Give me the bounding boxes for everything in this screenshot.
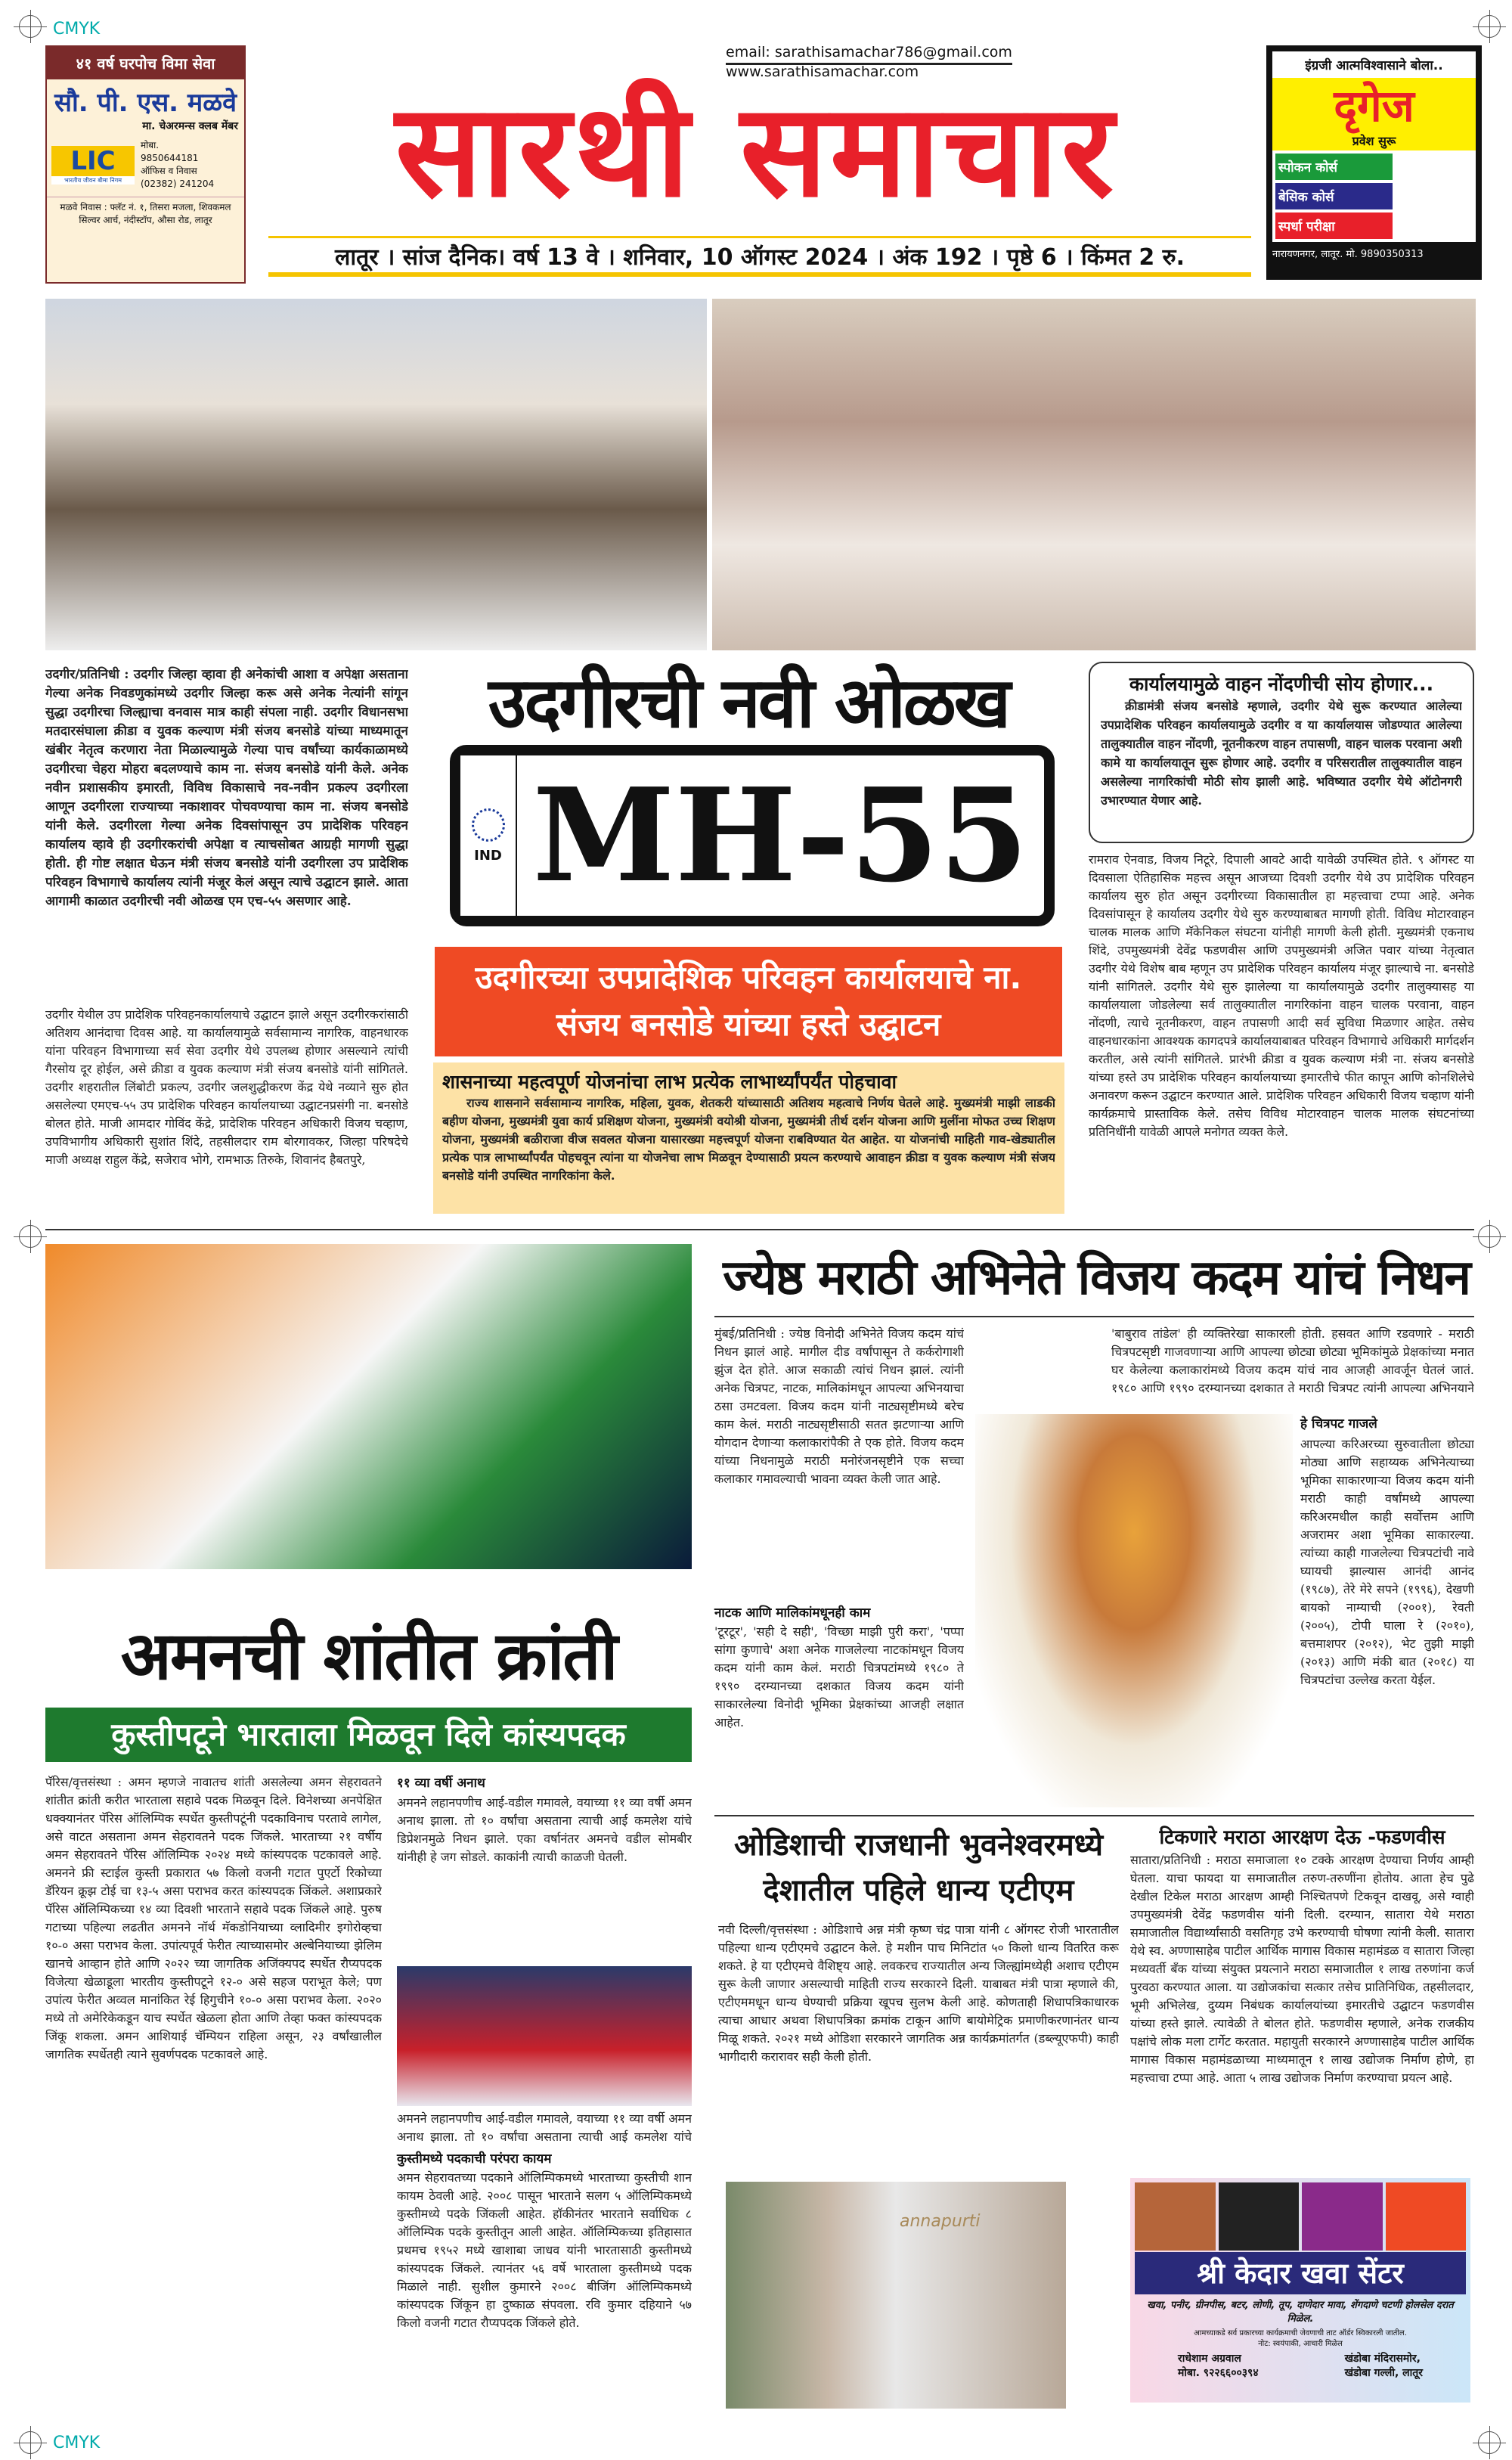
story1-headline: उदगीरची नवी ओळख: [488, 662, 1009, 743]
agent-address: मळवे निवास : फ्लॅट नं. १, तिसरा मजला, शिवकमल सिल्वर आर्च, नंदीस्टॉप, औसा रोड, लातूर: [47, 197, 244, 229]
masthead-website: www.sarathisamachar.com: [726, 64, 919, 80]
actor-photo: [975, 1414, 1293, 1807]
box-title: कार्यालयामुळे वाहन नोंदणीची सोय होणार...: [1129, 673, 1434, 695]
plate-number: MH-55: [532, 760, 1029, 911]
scheme-title: शासनाच्या महत्वपूर्ण योजनांचा लाभ प्रत्येक लाभार्थ्यांपर्यंत पोहचावा: [442, 1071, 897, 1093]
wrestling-match-photo: [397, 1966, 692, 2106]
story5-body: सातारा/प्रतिनिधी : मराठा समाजाला १० टक्के आरक्षण देण्याचा निर्णय आम्ही घेतला. याचा फायदा या समाजातील तरुण-तरुणींना होतोय. आता हेच पुढे देखील टिकेल मराठा आरक्षण आम्ही निश्चितपणे टिकवून दाखवू, असे ग्वाही उपमुख्यमंत्री देवेंद्र फडणवीस यांनी दिली. दरम्यान, सातारा येथे मराठा समाजातील विद्यार्थ्यांसाठी वसतिगृह उभे करण्याची घोषणा त्यांनी केली. सातारा येथे स्व. अण्णासाहेब पाटील आर्थिक मागास विकास महामंडळ व सातारा जिल्हा मध्यवर्ती बँक यांच्या संयुक्त प्रयत्नाने मराठा समाजातील १ लाख तरुणांना कर्ज पुरवठा करण्यात आला. या उद्योजकांचा सत्कार तसेच प्रातिनिधिक, तहसीलदार, भूमी अभिलेख, दुय्यम निबंधक कार्यालयांच्या इमारतीचे उद्घाटन फडणवीस यांच्या हस्ते झाले. त्यावेळी ते बोलत होते. फडणवीस म्हणाले, अनेक राजकीय पक्षांचे लोक मला टार्गेट करतात. महायुती सरकारने अण्णासाहेब पाटील आर्थिक मागास विकास महामंडळाच्या माध्यमातून १ लाख उद्योजक निर्माण होणे, हा महत्त्वाचा टप्पा आहे. आता ५ लाख उद्योजक निर्माण करण्याचा प्रयत्न आहे.: [1130, 1853, 1474, 2085]
section-divider: [45, 1229, 1474, 1230]
plate-stars-icon: [472, 808, 505, 842]
story3-col2: 'बाबुराव तांडेल' ही व्यक्तिरेखा साकारली होती. हसवत आणि रडवणारे - मराठी चित्रपटसृष्टी गाजवणाऱ्या आणि आपल्या छोट्या छोट्या भूमिकांमुळे प्रेक्षकांच्या मनात घर केलेल्या कलाकारांमध्ये विजय कदम यांचं नाव आजही आवर्जून घेतलं जातं. १९८० आणि १९९० दरम्यानच्या दशकात ते मराठी चित्रपट त्यांनी आपल्या अभिनयाने: [1111, 1326, 1474, 1395]
ghee-image: [1302, 2182, 1383, 2251]
masthead-email: email: sarathisamachar786@gmail.com: [726, 44, 1012, 65]
yellow-rule: [268, 236, 1251, 238]
agent-name: सौ. पी. एस. मळवे: [54, 88, 237, 118]
registration-mark: [1478, 1225, 1501, 1248]
story3-sub2: हे चित्रपट गाजले: [1300, 1416, 1377, 1432]
story1-lead: उदगीर/प्रतिनिधी : उदगीर जिल्हा व्हावा ही अनेकांची आशा व अपेक्षा असताना गेल्या अनेक निवडणुकांमध्ये उदगीर जिल्हा करू असे अनेक नेत्यांनी सांगून सुद्धा उदगीरचा जिल्ह्याचा वनवास मात्र काही संपला नाही. उदगीर विधानसभा मतदारसंघाला क्रीडा व युवक कल्याण मंत्री संजय बनसोडे यांच्या माध्यमातून खंबीर नेतृत्व करणारा नेता मिळाल्यामुळे गेल्या पाच वर्षांच्या कार्यकाळामध्ये उदगीरचा चेहरा मोहरा बदलण्याचे काम ना. संजय बनसोडे यांनी केले. अनेक नवीन प्रशासकीय इमारती, विविध विकासाचे नव-नवीन प्रकल्प उदगीरला आणून उदगीरला राज्याच्या नकाशावर पोचवण्याचा काम ना. संजय बनसोडे यांनी केले. उदगीरला गेल्या अनेक दिवसांपासून उप प्रादेशिक परिवहन कार्यालय व्हावे ही उदगीरकरांची अपेक्षा व त्याचसोबत आग्रही मागणी सुद्धा होती. ही गोष्ट लक्षात घेऊन मंत्री संजय बनसोडे यांनी उदगीरला उप प्रादेशिक परिवहन विभागाचे कार्यालय त्यांनी मंजूर केलं असून त्याचे उद्घाटन झाले. आता आगामी काळात उदगीरची नवी ओळख एम एच-५५ असणार आहे.: [45, 667, 408, 909]
newspaper-title: सारथी समाचार: [395, 76, 1117, 226]
story3-sub1: नाटक आणि मालिकांमधूनही काम: [714, 1605, 871, 1621]
grain-atm-photo: [726, 2182, 1066, 2409]
course-item: बेसिक कोर्स: [1275, 183, 1393, 209]
course-item: स्पोकन कोर्स: [1275, 154, 1393, 180]
story2-col2-head2: कुस्तीमध्ये पदकाची परंपरा कायम: [397, 2151, 552, 2167]
wrestler-photo: [45, 1244, 692, 1569]
lic-logo: LIC भारतीय जीवन बीमा निगम: [51, 146, 135, 185]
story2-subhead: कुस्तीपटूने भारताला मिळवून दिले कांस्यपदक: [45, 1708, 692, 1762]
english-class-ad: इंग्रजी आत्मविश्वासाने बोला.. दृगेज प्रवेश सुरू स्पोकन कोर्स बेसिक कोर्स स्पर्धा परीक्षा नारायणनगर, लातूर. मो. 9890350313: [1266, 45, 1482, 280]
chutney-image: [1386, 2182, 1467, 2251]
section-divider: [714, 1815, 1474, 1816]
story2-headline: अमनची शांतीत क्रांती: [120, 1617, 617, 1695]
khawa-image: [1135, 2182, 1216, 2251]
story3-col1: मुंबई/प्रतिनिधी : ज्येष्ठ विनोदी अभिनेते विजय कदम यांचं निधन झालं आहे. मागील दीड वर्षांपासून ते कर्करोगाशी झुंज देत होते. आज सकाळी त्यांचं निधन झालं. त्यांनी अनेक चित्रपट, नाटक, मालिकांमधून आपल्या अभिनयाचा ठसा उमटवला. विजय कदम यांनी नाट्यसृष्टीमध्ये बरेच काम केलं. मराठी नाट्यसृष्टीसाठी सतत झटणाऱ्या आणि योगदान देणाऱ्या कलाकारांपैकी ते एक होते. विजय कदम यांच्या निधनामुळे मराठी मनोरंजनसृष्टीने एक सच्चा कलाकार गमावल्याची भावना व्यक्त केली जात आहे.: [714, 1326, 964, 1486]
registration-mark: [19, 15, 42, 38]
registration-box: [1089, 662, 1474, 843]
story3-col1b: 'टूरटूर', 'सही दे सही', 'विच्छा माझी पुरी करा', 'पप्पा सांगा कुणाचे' अशा अनेक गाजलेल्या नाटकांमधून विजय कदम यांनी काम केलं. मराठी चित्रपटांमध्ये १९८० ते १९९० दरम्यानच्या दशकात विजय कदम यांनी साकारलेल्या विनोदी भूमिका प्रेक्षकांच्या आजही लक्षात आहेत.: [714, 1624, 964, 1729]
story5-headline: टिकणारे मराठा आरक्षण देऊ -फडणवीस: [1159, 1826, 1445, 1849]
ad-top: ४१ वर्ष घरपोच विमा सेवा: [47, 47, 244, 79]
kedar-ad: श्री केदार खवा सेंटर खवा, पनीर, ग्रीनपीस, बटर, लोणी, तूप, दाणेदार मावा, शेंगदाणे चटणी होलसेल दरात मिळेल. आमच्याकडे सर्व प्रकारच्या कार्यक्रमाची जेवणाची ताट ऑर्डर स्विकारली जातील. नोट: स्वयंपाकी, आचारी मिळेल राधेशाम अग्रवाल मोबा. ९२२६६००३९४ खंडोबा मंदिरासमोर, खंडोबा गल्ली, लातूर: [1130, 2178, 1470, 2403]
cmyk-label: CMYK: [53, 20, 101, 39]
scheme-body: राज्य शासनाने सर्वसामान्य नागरिक, महिला, युवक, शेतकरी यांच्यासाठी अतिशय महत्वाचे निर्णय घेतले आहे. मुख्यमंत्री माझी लाडकी बहीण योजना, मुख्यमंत्री युवा कार्य प्रशिक्षण योजना, मुख्यमंत्री वयोश्री योजना, मुख्यमंत्री तीर्थ दर्शन योजना आणि मुलींना मोफत उच्च शिक्षण योजना, मुख्यमंत्री बळीराजा वीज सवलत योजना यासारख्या महत्त्वपूर्ण योजना राबविण्यात येत आहेत. या योजनांची माहिती गाव-खेड्यातील प्रत्येक पात्र लाभार्थ्यांपर्यंत पोहचवून त्यांना या योजनेचा लाभ मिळवून देण्यासाठी प्रयत्न करण्याचे आवाहन क्रीडा व युवक कल्याण मंत्री संजय बनसोडे यांनी उपस्थित नागरिकांना केले.: [442, 1096, 1055, 1183]
insurance-ad: ४१ वर्ष घरपोच विमा सेवा सौ. पी. एस. मळवे मा. चेअरमन्स क्लब मेंबर LIC भारतीय जीवन बीमा निगम मोबा. 9850644181 ऑफिस व निवास (02382) 241204 मळवे निवास : फ्लॅट नं. १, तिसरा मजला, शिवकमल सिल्वर आर्च, नंदीस्टॉप, औसा रोड, लातूर: [45, 45, 246, 284]
story1-body-left: उदगीर येथील उप प्रादेशिक परिवहनकार्यालयाचे उद्घाटन झाले असून उदगीरकरांसाठी अतिशय आनंदाचा दिवस आहे. या कार्यालयामुळे सर्वसामान्य नागरिक, वाहनधारक यांना परिवहन विभागाच्या सर्व सेवा उदगीर येथे उपलब्ध होणार असल्याने त्यांची गैरसोय दूर होईल, असे क्रीडा व युवक कल्याण मंत्री संजय बनसोडे यांनी सांगितले. उदगीर शहरातील लिंबोटी प्रकल्प, उदगीर जलशुद्धीकरण केंद्र येथे नव्याने सुरु होत असलेल्या एमएच-५५ उप प्रादेशिक परिवहन कार्यालयाच्या उद्घाटनप्रसंगी ना. बनसोडे बोलत होते. माजी आमदार गोविंद केंद्रे, प्रादेशिक परिवहन अधिकारी विजय चव्हाण, उपविभागीय अधिकारी सुशांत शिंदे, तहसीलदार राम बोरगावकर, जिल्हा परिषदेचे माजी अध्यक्ष राहुल केंद्रे, सजेराव भोगे, रामभाऊ तिरुके, शिवानंद हैबतपुरे,: [45, 1007, 408, 1167]
story2-col1: पॅरिस/वृत्तसंस्था : अमन म्हणजे नावातच शांती असलेल्या अमन सेहरावतने शांतीत क्रांती करीत भारताला सहावे पदक मिळवून दिले. विनेशच्या अनपेक्षित धक्क्यानंतर पॅरिस ऑलिम्पिक स्पर्धेत कुस्तीपटूंनी पदकाविनाच परतावे लागेल, असे वाटत असताना अमन सेहरावतने पदक जिंकले. भारताच्या २१ वर्षीय अमन सेहरावतने पॅरिस ऑलिम्पिक २०२४ मध्ये कांस्यपदक पटकावले आहे. अमनने फ्री स्टाईल कुस्ती प्रकारात ५७ किलो वजनी गटात पुएर्टो रिकोच्या डॅरियन क्रूझ टोई चा १३-५ असा पराभव करत कांस्यपदक जिंकले. अशाप्रकारे पॅरिस ऑलिम्पिकच्या १४ व्या दिवशी भारताने सहावे पदक जिंकले आहे. पुरुष गटाच्या पहिल्या लढतीत अमनने नॉर्थ मॅकडोनियाच्या व्लादिमीर इगोरोव्हचा १०-० असा पराभव केला. उपांत्यपूर्व फेरीत त्याच्यासमोर अल्बेनियाच्या झेलिम खानचे आव्हान होते आणि २०२२ च्या जागतिक अजिंक्यपद स्पर्धेत रौप्यपदक विजेत्या खेळाडूला भारतीय कुस्तीपटूने १२-० असे सहज पराभूत केले; पण उपांत्य फेरीत अव्वल मानांकित रेई हिगुचीने १०-० असा पराभव केला. २०२० मध्ये तो अमेरिकेकडून याच स्पर्धेत खेळला होता आणि तेव्हा फक्त कांस्यपदक जिंकू शकला. अमन आशियाई चॅम्पियन राहिला असून, २३ वर्षांखालील जागतिक स्पर्धेतही त्याने सुवर्णपदक पटकावले आहे.: [45, 1775, 382, 2061]
story1-subhead: उदगीरच्या उपप्रादेशिक परिवहन कार्यालयाचे ना. संजय बनसोडे यांच्या हस्ते उद्घाटन: [435, 947, 1062, 1056]
story4-body: नवी दिल्ली/वृत्तसंस्था : ओडिशाचे अन्न मंत्री कृष्ण चंद्र पात्रा यांनी ८ ऑगस्ट रोजी भारतातील पहिल्या धान्य एटीएमचे उद्घाटन केले. हे मशीन पाच मिनिटांत ५० किलो धान्य वितरित करू शकते. हे या एटीएमचे वैशिष्ट्य आहे. लवकरच राज्यातील अन्य जिल्ह्यांमध्येही अशाच एटीएम सुरू केली जाणार असल्याची माहिती राज्य सरकारने दिली. याबाबत मंत्री पात्रा म्हणाले की, एटीएममधून धान्य घेण्याची प्रक्रिया खूपच सुलभ केली आहे. कोणताही शिधापत्रिकाधारक त्याचा आधार अथवा शिधापत्रिका क्रमांक टाकून आणि बायोमेट्रिक प्रमाणीकरणानंतर धान्य मिळू शकते. २०२१ मध्ये ओडिशा सरकारने जागतिक अन्न कार्यक्रमांतर्गत (डब्ल्यूएफपी) काही भागीदारी करारावर सही केली होती.: [718, 1922, 1119, 2064]
paneer-image: [1219, 2182, 1300, 2251]
course-item: स्पर्धा परीक्षा: [1275, 212, 1393, 239]
story3-rule: [714, 1316, 1474, 1317]
registration-mark: [19, 2431, 42, 2454]
story2-col2-cont: अमनने लहानपणीच आई-वडील गमावले, वयाच्या ११ व्या वर्षी अमन अनाथ झाला. तो १० वर्षांचा असताना त्याची आई कमलेश यांचे: [397, 2111, 692, 2144]
story2-col2b: अमन सेहरावतच्या पदकाने ऑलिम्पिकमध्ये भारताच्या कुस्तीची शान कायम ठेवली आहे. २००८ पासून भारताने सलग ५ ऑलिम्पिकमध्ये कुस्तीमध्ये पदके जिंकली आहेत. हॉकीनंतर भारताने सर्वाधिक ८ ऑलिम्पिक पदके कुस्तीतून आली आहेत. ऑलिम्पिकच्या इतिहासात प्रथमच १९५२ मध्ये खाशाबा जाधव यांनी भारतासाठी कुस्तीमध्ये कांस्यपदक जिंकले. त्यानंतर ५६ वर्षे भारताला कुस्तीमध्ये पदक मिळाले नाही. सुशील कुमारने २००८ बीजिंग ऑलिम्पिकमध्ये कांस्यपदक जिंकून हा दुष्काळ संपवला. रवि कुमार दहियाने ५७ किलो वजनी गटात रौप्यपदक जिंकले होते.: [397, 2170, 692, 2330]
story1-body-right: रामराव ऐनवाड, विजय निटूरे, दिपाली आवटे आदी यावेळी उपस्थित होते. ९ ऑगस्ट या दिवसाला ऐतिहासिक महत्त्व असून आजच्या दिवशी उदगीर येथे उप प्रादेशिक परिवहन कार्यालय सुरु होत असून उदगीरच्या विकासातील हा महत्त्वाचा टप्पा आहे. अनेक दिवसांपासून हे कार्यालय उदगीर येथे सुरु करण्याबाबत मागणी होती. विविध मोटारवाहन चालक मालक आणि मॅकेनिकल संघटना यांनीही मागणी केली होती. मुख्यमंत्री एकनाथ शिंदे, उपमुख्यमंत्री देवेंद्र फडणवीस आणि उपमुख्यमंत्री अजित पवार यांच्या नेतृत्वात उदगीर येथे विशेष बाब म्हणून उप प्रादेशिक परिवहन कार्यालय मंजूर झाल्याचे ना. बनसोडे यांनी सांगितले. उदगीर येथे सुरु झालेल्या या कार्यालयामुळे उदगीर तालुक्यासह या कार्यालयाला जोडलेल्या सर्व तालुक्यातील नागरिकांना वाहन चालक परवाना, वाहन नोंदणी, त्याचे नूतनीकरण, वाहन तपासणी आदी सर्व सुविधा मिळणार आहेत. तसेच वाहनधारकांना आवश्यक कागदपत्रे कार्यालयाबाबत परिवहन विभागाचे अधिकारी मार्गदर्शन करतील, असे त्यांनी सांगितले. प्रारंभी क्रीडा व युवक कल्याण मंत्री ना. संजय बनसोडे यांच्या हस्ते उप प्रादेशिक परिवहन कार्यालयाच्या इमारतीचे फीत कापून आणि कोनशिलेचे अनावरण करून उद्घाटन करण्यात आले. प्रादेशिक परिवहन अधिकारी विजय चव्हाण यांनी कार्यक्रमाचे प्रास्ताविक केले. तसेच विविध मोटारवाहन चालक मालक संघटनांच्या प्रतिनिधींनी यावेळी आपले मनोगत व्यक्त केले.: [1089, 852, 1474, 1139]
number-plate: IND MH-55: [450, 745, 1055, 926]
story2-col2: अमनने लहानपणीच आई-वडील गमावले, वयाच्या ११ व्या वर्षी अमन अनाथ झाला. तो १० वर्षांचा असताना त्याची आई कमलेश यांचे डिप्रेशनमुळे निधन झाले. एका वर्षानंतर अमनचे वडील सोमबीर यांनीही हे जग सोडले. काकांनी त्याची काळजी घेतली.: [397, 1795, 692, 1864]
yellow-rule: [268, 272, 1251, 277]
dateline: लातूर । सांज दैनिक। वर्ष 13 वे । शनिवार, 10 ऑगस्ट 2024 । अंक 192 । पृष्ठे 6 । किंमत 2 रु.: [335, 244, 1185, 271]
scheme-box: [433, 1062, 1064, 1214]
agent-title: मा. चेअरमन्स क्लब मेंबर: [142, 120, 238, 132]
box-body: क्रीडामंत्री संजय बनसोडे म्हणाले, उदगीर येथे सुरू करण्यात आलेल्या उपप्रादेशिक परिवहन कार्यालयामुळे उदगीर व या कार्यालयास जोडण्यात आलेल्या तालुक्यातील वाहन नोंदणी, नूतनीकरण वाहन तपासणी, वाहन चालक परवाना अशी कामे या कार्यालयातून सुरू होणार आहे. उदगीर व परिसरातील तालुक्यातील वाहन असलेल्या नागरिकांची मोठी सोय झाली आहे. भविष्यात उदगीर येथे ऑटोनगरी उभारण्यात येणार आहे.: [1101, 699, 1462, 808]
story3-col2b: आपल्या करिअरच्या सुरुवातीला छोट्या मोठ्या आणि सहाय्यक अभिनेत्याच्या भूमिका साकारणाऱ्या विजय कदम यांनी मराठी काही वर्षांमध्ये आपल्या करिअरमधील काही सर्वोत्तम आणि अजरामर अशा भूमिका साकारल्या. त्यांच्या काही गाजलेल्या चित्रपटांची नावे घ्यायची झाल्यास आनंदी आनंद (१९८७), तेरे मेरे सपने (१९९६), देखणी बायको नाम्याची (२००१), रेवती (२००५), टोपी घाला रे (२०१०), बत्तमाशपर (२०१२), भेट तुझी माझी (२०१३) आणि मंकी बात (२०१८) या चित्रपटांचा उल्लेख करता येईल.: [1300, 1437, 1474, 1687]
registration-mark: [19, 1225, 42, 1248]
shop-name: श्री केदार खवा सेंटर: [1135, 2252, 1466, 2294]
gathering-photo: [712, 299, 1476, 650]
inauguration-photo: [45, 299, 707, 650]
brand-name: दृगेज: [1334, 80, 1414, 132]
registration-mark: [1478, 15, 1501, 38]
cmyk-label: CMYK: [53, 2434, 101, 2452]
story4-headline: ओडिशाची राजधानी भुवनेश्वरमध्ये देशातील पहिले धान्य एटीएम: [733, 1828, 1104, 1908]
atm-label: annapurti: [900, 2212, 981, 2231]
story2-col2-head: ११ व्या वर्षी अनाथ: [397, 1776, 485, 1791]
story3-headline: ज्येष्ठ मराठी अभिनेते विजय कदम यांचं निधन: [723, 1250, 1470, 1306]
registration-mark: [1478, 2431, 1501, 2454]
